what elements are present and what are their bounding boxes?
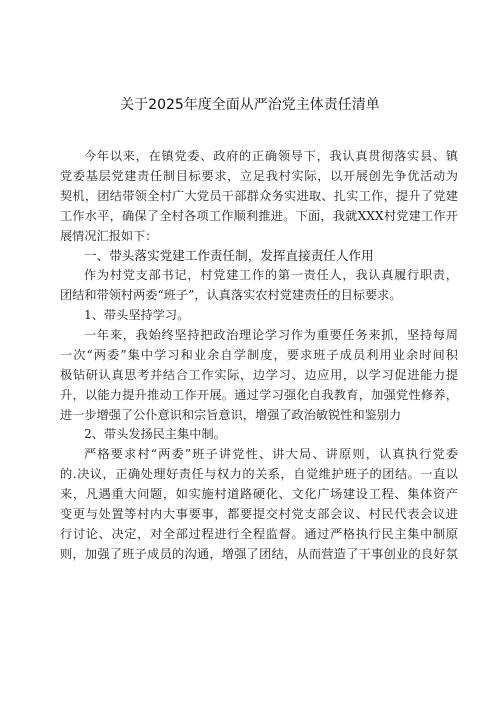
body-line: 2、带头发扬民主集中制。 [84, 427, 226, 442]
body-line: 则，加强了班子成员的沟通，增强了团结，从而营造了干事创业的良好氛 [60, 546, 458, 561]
body-line: 变更与处置等村内大事要事，都要提交村党支部会议、村民代表会议进 [60, 507, 458, 522]
body-line: 党委基层党建责任制目标要求，立足我村实际，以开展创先争优活动为 [60, 168, 458, 183]
document-body [60, 147, 458, 565]
body-line: 行讨论、决定，对全部过程进行全程监督。通过严格执行民主集中制原 [60, 526, 458, 541]
body-line: 工作水平，确保了全村各项工作顺利推进。下面，我就XXX村党建工作开 [60, 208, 458, 223]
body-line: 契机，团结带领全村广大党员干部群众务实进取、扎实工作，提升了党建 [60, 188, 458, 203]
body-line: 来，凡遇重大问题，如实施村道路硬化、文化广场建设工程、集体资产 [60, 487, 458, 502]
body-line: 的.决议，正确处理好责任与权力的关系，自觉维护班子的团结。一直以 [60, 467, 458, 482]
body-line: 一次“两委”集中学习和业余自学制度，要求班子成员利用业余时间积 [60, 347, 458, 362]
section-heading: 一、带头落实党建工作责任制，发挥直接责任人作用 [84, 248, 374, 264]
body-line: 今年以来，在镇党委、政府的正确领导下，我认真贯彻落实县、镇 [84, 149, 458, 163]
body-line: 严格要求村“两委”班子讲党性、讲大局、讲原则，认真执行党委 [84, 447, 458, 462]
body-line: 团结和带领村两委“班子”，认真落实农村党建责任的目标要求。 [60, 288, 402, 303]
body-line: 展情况汇报如下： [60, 228, 158, 243]
body-line: 极钻研认真思考并结合工作实际，边学习、边应用，以学习促进能力提 [60, 367, 458, 382]
body-line: 升，以能力提升推动工作开展。通过学习强化自我教育，加强党性修养， [60, 387, 458, 402]
body-line: 进一步增强了公仆意识和宗旨意识，增强了政治敏锐性和鉴别力 [60, 407, 402, 422]
body-line: 一年来，我始终坚持把政治理论学习作为重要任务来抓，坚持每周 [84, 328, 458, 343]
document-title: 关于2025年度全面从严治党主体责任清单 [120, 97, 380, 113]
body-line: 1、带头坚持学习。 [84, 308, 190, 323]
body-line: 作为村党支部书记，村党建工作的第一责任人，我认真履行职责， [84, 268, 458, 283]
